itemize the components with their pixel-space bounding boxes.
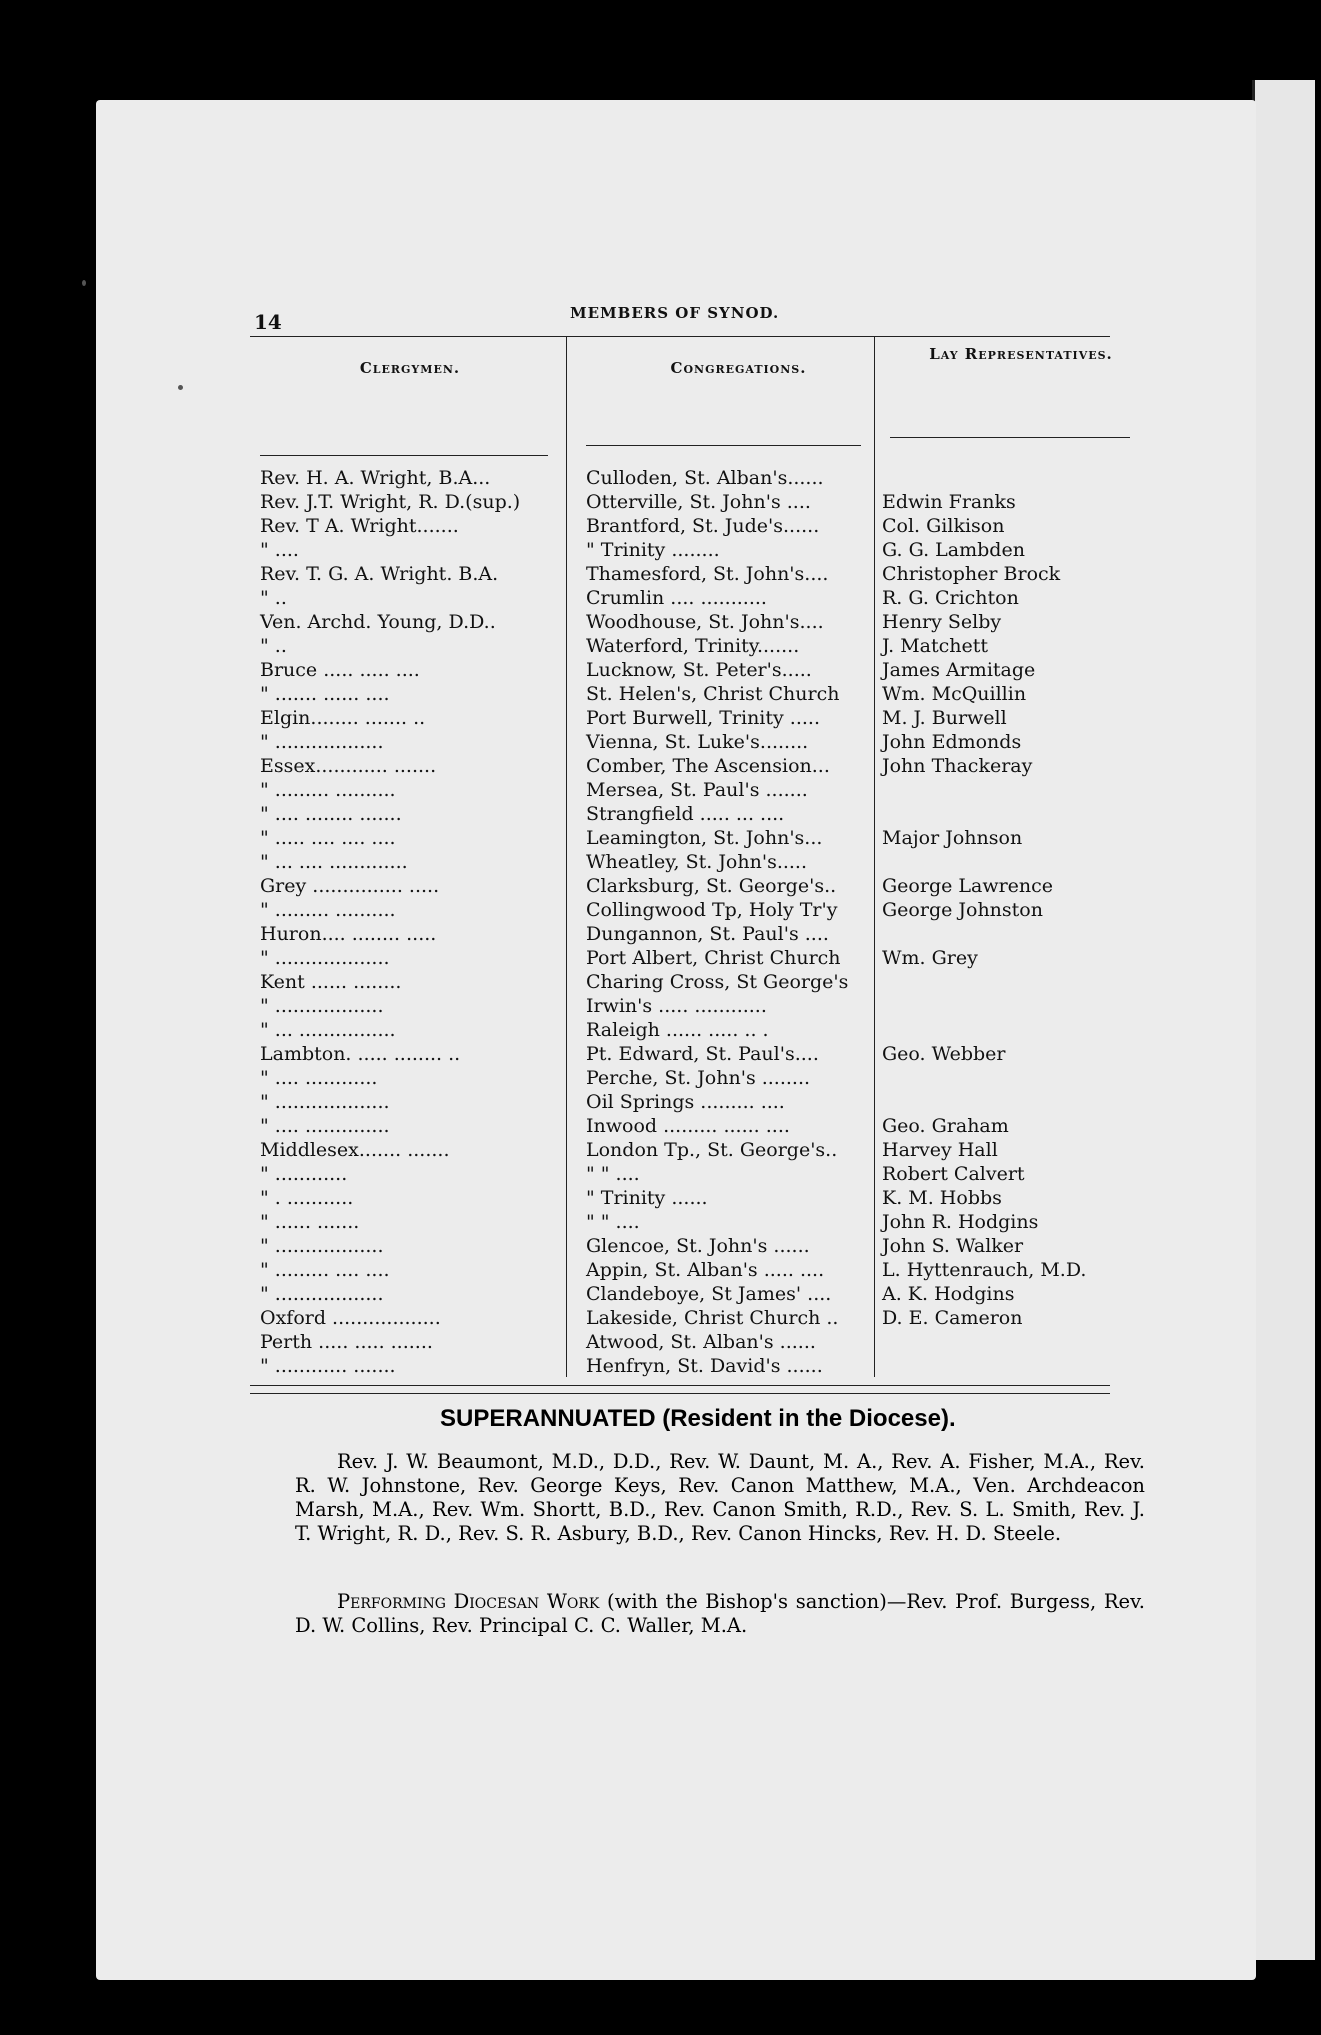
margin-mark [178, 385, 183, 390]
congregation-cell: Henfryn, St. David's ...... [586, 1355, 823, 1377]
congregation-cell: St. Helen's, Christ Church [586, 683, 840, 705]
congregation-cell: Appin, St. Alban's ..... .... [586, 1259, 825, 1281]
table-row [250, 1115, 1150, 1139]
lay-representative-cell: G. G. Lambden [882, 539, 1025, 561]
congregation-cell: Woodhouse, St. John's.... [586, 611, 824, 633]
congregation-cell: Glencoe, St. John's ...... [586, 1235, 810, 1257]
clergyman-cell: " .................. [260, 1235, 384, 1257]
table-row [250, 515, 1150, 539]
congregation-cell: Pt. Edward, St. Paul's.... [586, 1043, 819, 1065]
clergyman-cell: " .... ............ [260, 1067, 378, 1089]
congregation-cell: Irwin's ..... ............ [586, 995, 767, 1017]
lay-representative-cell: John R. Hodgins [882, 1211, 1039, 1233]
congregation-cell: Port Albert, Christ Church [586, 947, 841, 969]
clergyman-cell: Middlesex....... ....... [260, 1139, 450, 1161]
lay-representative-cell: Wm. Grey [882, 947, 978, 969]
table-row [250, 827, 1150, 851]
congregation-cell: Lakeside, Christ Church .. [586, 1307, 839, 1329]
lay-representative-cell: Geo. Webber [882, 1043, 1006, 1065]
page-content [250, 300, 1150, 1377]
table-row [250, 611, 1150, 635]
clergyman-cell: " .... ........ ....... [260, 803, 402, 825]
congregation-cell: Collingwood Tp, Holy Tr'y [586, 899, 838, 921]
clergyman-cell: Lambton. ..... ........ .. [260, 1043, 461, 1065]
clergyman-cell: Rev. J.T. Wright, R. D.(sup.) [260, 491, 521, 513]
lay-representative-cell: Geo. Graham [882, 1115, 1009, 1137]
clergyman-cell: Bruce ..... ..... .... [260, 659, 420, 681]
table-row [250, 1067, 1150, 1091]
clergyman-cell: Oxford .................. [260, 1307, 441, 1329]
column-header-clergymen: Clergymen. [359, 359, 461, 377]
congregation-cell: Culloden, St. Alban's...... [586, 467, 824, 489]
column-header-congregations: Congregations. [670, 359, 807, 377]
congregation-cell: Clandeboye, St James' .... [586, 1283, 832, 1305]
clergyman-cell: " ...... ....... [260, 1211, 360, 1233]
table-row [250, 659, 1150, 683]
congregation-cell: Otterville, St. John's .... [586, 491, 811, 513]
clergyman-cell: Rev. T. G. A. Wright. B.A. [260, 563, 499, 585]
lay-representative-cell: John Thackeray [882, 755, 1033, 777]
table-row [250, 467, 1150, 491]
congregation-cell: London Tp., St. George's.. [586, 1139, 838, 1161]
congregation-cell: Strangfield ..... ... .... [586, 803, 785, 825]
congregation-cell: Vienna, St. Luke's........ [586, 731, 809, 753]
congregation-cell: Waterford, Trinity....... [586, 635, 800, 657]
lay-representative-cell: L. Hyttenrauch, M.D. [882, 1259, 1087, 1281]
clergyman-cell: " .... .............. [260, 1115, 390, 1137]
clergyman-cell: " ......... .... .... [260, 1259, 390, 1281]
table-row [250, 539, 1150, 563]
superannuated-heading: SUPERANNUATED (Resident in the Diocese). [440, 1405, 956, 1432]
congregation-cell: Mersea, St. Paul's ....... [586, 779, 808, 801]
lay-representative-cell: Major Johnson [882, 827, 1023, 849]
lay-representative-cell: J. Matchett [882, 635, 989, 657]
congregation-cell: Thamesford, St. John's.... [586, 563, 829, 585]
header-underline-2 [586, 445, 861, 446]
congregation-cell: Leamington, St. John's... [586, 827, 823, 849]
clergyman-cell: Rev. T A. Wright....... [260, 515, 459, 537]
lay-representative-cell: James Armitage [882, 659, 1036, 681]
table-row [250, 707, 1150, 731]
running-head: MEMBERS OF SYNOD. [570, 304, 780, 322]
lay-representative-cell: John Edmonds [882, 731, 1022, 753]
adjacent-page-edge [1252, 80, 1315, 1960]
congregation-cell: " Trinity ...... [586, 1187, 708, 1209]
congregation-cell: Dungannon, St. Paul's .... [586, 923, 829, 945]
clergyman-cell: " ............ [260, 1163, 348, 1185]
table-row [250, 755, 1150, 779]
members-table [250, 337, 1150, 1377]
table-row [250, 1307, 1150, 1331]
clergyman-cell: " .. [260, 587, 287, 609]
lay-representative-cell: George Johnston [882, 899, 1043, 921]
clergyman-cell: " .................. [260, 731, 384, 753]
table-row [250, 803, 1150, 827]
clergyman-cell: " . ........... [260, 1187, 354, 1209]
page-header [250, 300, 1150, 336]
lay-representative-cell: K. M. Hobbs [882, 1187, 1002, 1209]
clergyman-cell: Huron.... ........ ..... [260, 923, 437, 945]
table-row [250, 1187, 1150, 1211]
clergyman-cell: " ... ................ [260, 1019, 396, 1041]
clergyman-cell: " .... [260, 539, 299, 561]
table-row [250, 923, 1150, 947]
lay-representative-cell: Wm. McQuillin [882, 683, 1027, 705]
lay-representative-cell: Edwin Franks [882, 491, 1016, 513]
table-row [250, 1355, 1150, 1379]
clergyman-cell: Grey ............... ..... [260, 875, 440, 897]
table-row [250, 1331, 1150, 1355]
performing-work-paragraph [295, 1590, 1145, 1638]
table-row [250, 899, 1150, 923]
header-underline-3 [890, 437, 1130, 438]
clergyman-cell: Kent ...... ........ [260, 971, 402, 993]
table-row [250, 1235, 1150, 1259]
table-bottom-rule-2 [250, 1393, 1110, 1394]
clergyman-cell: " .. [260, 635, 287, 657]
congregation-cell: Raleigh ...... ..... .. . [586, 1019, 769, 1041]
lay-representative-cell: Henry Selby [882, 611, 1002, 633]
table-row [250, 1043, 1150, 1067]
lay-representative-cell: A. K. Hodgins [882, 1283, 1015, 1305]
congregation-cell: Charing Cross, St George's [586, 971, 849, 993]
congregation-cell: Inwood ......... ...... .... [586, 1115, 790, 1137]
table-row [250, 851, 1150, 875]
table-row [250, 995, 1150, 1019]
clergyman-cell: Essex............ ....... [260, 755, 437, 777]
table-row [250, 1259, 1150, 1283]
congregation-cell: Comber, The Ascension... [586, 755, 830, 777]
congregation-cell: Brantford, St. Jude's...... [586, 515, 820, 537]
congregation-cell: Atwood, St. Alban's ...... [586, 1331, 816, 1353]
clergyman-cell: " ................... [260, 1091, 390, 1113]
table-row [250, 731, 1150, 755]
congregation-cell: Oil Springs ......... .... [586, 1091, 785, 1113]
table-row [250, 779, 1150, 803]
congregation-cell: Crumlin .... ........... [586, 587, 767, 609]
clergyman-cell: " ..... .... .... .... [260, 827, 396, 849]
margin-mark [82, 280, 86, 286]
congregation-cell: Lucknow, St. Peter's..... [586, 659, 812, 681]
clergyman-cell: " ......... .......... [260, 899, 396, 921]
performing-work-text: (with the Bishop's sanction)—Rev. Prof. Burgess, Rev. D. W. Collins, Rev. Principal C. C. Waller, M.A. [295, 1590, 1145, 1637]
congregation-cell: Port Burwell, Trinity ..... [586, 707, 820, 729]
lay-representative-cell: M. J. Burwell [882, 707, 1007, 729]
clergyman-cell: " ... .... ............. [260, 851, 408, 873]
table-row [250, 587, 1150, 611]
header-underline-1 [260, 455, 548, 456]
clergyman-cell: Rev. H. A. Wright, B.A... [260, 467, 491, 489]
congregation-cell: Clarksburg, St. George's.. [586, 875, 837, 897]
table-row [250, 875, 1150, 899]
table-row [250, 491, 1150, 515]
table-row [250, 635, 1150, 659]
superannuated-list: Rev. J. W. Beaumont, M.D., D.D., Rev. W. Daunt, M. A., Rev. A. Fisher, M.A., Rev. R. W. Johnstone, Rev. George Keys, Rev. Canon Matthew, M.A., Ven. Archdeacon Marsh, M.A., Rev. Wm. Shortt, B.D., Rev. Canon Smith, R.D., Rev. S. L. Smith, Rev. J. T. Wright, R. D., Rev. S. R. Asbury, B.D., Rev. Canon Hincks, Rev. H. D. Steele. [295, 1450, 1145, 1545]
table-row [250, 971, 1150, 995]
congregation-cell: " Trinity ........ [586, 539, 720, 561]
clergyman-cell: " ............ ....... [260, 1355, 396, 1377]
congregation-cell: Perche, St. John's ........ [586, 1067, 811, 1089]
table-row [250, 1283, 1150, 1307]
clergyman-cell: Ven. Archd. Young, D.D.. [260, 611, 496, 633]
congregation-cell: " " .... [586, 1163, 640, 1185]
clergyman-cell: " ......... .......... [260, 779, 396, 801]
table-row [250, 563, 1150, 587]
clergyman-cell: " ....... ...... .... [260, 683, 390, 705]
table-row [250, 947, 1150, 971]
table-row [250, 1211, 1150, 1235]
clergyman-cell: " .................. [260, 995, 384, 1017]
clergyman-cell: Perth ..... ..... ....... [260, 1331, 433, 1353]
lay-representative-cell: D. E. Cameron [882, 1307, 1023, 1329]
congregation-cell: " " .... [586, 1211, 640, 1233]
clergyman-cell: " .................. [260, 1283, 384, 1305]
clergyman-cell: Elgin........ ....... .. [260, 707, 426, 729]
page-number: 14 [254, 310, 282, 334]
clergyman-cell: " ................... [260, 947, 390, 969]
lay-representative-cell: Harvey Hall [882, 1139, 998, 1161]
lay-representative-cell: George Lawrence [882, 875, 1054, 897]
table-row [250, 1139, 1150, 1163]
congregation-cell: Wheatley, St. John's..... [586, 851, 808, 873]
table-bottom-rule [250, 1385, 1110, 1386]
table-row [250, 1163, 1150, 1187]
lay-representative-cell: John S. Walker [882, 1235, 1024, 1257]
table-row [250, 1091, 1150, 1115]
lay-representative-cell: R. G. Crichton [882, 587, 1019, 609]
column-header-lay-representatives: Lay Representatives. [929, 345, 1113, 363]
lay-representative-cell: Christopher Brock [882, 563, 1061, 585]
lay-representative-cell: Robert Calvert [882, 1163, 1025, 1185]
table-row [250, 683, 1150, 707]
performing-work-label: Performing Diocesan Work [337, 1590, 600, 1613]
table-row [250, 1019, 1150, 1043]
lay-representative-cell: Col. Gilkison [882, 515, 1005, 537]
